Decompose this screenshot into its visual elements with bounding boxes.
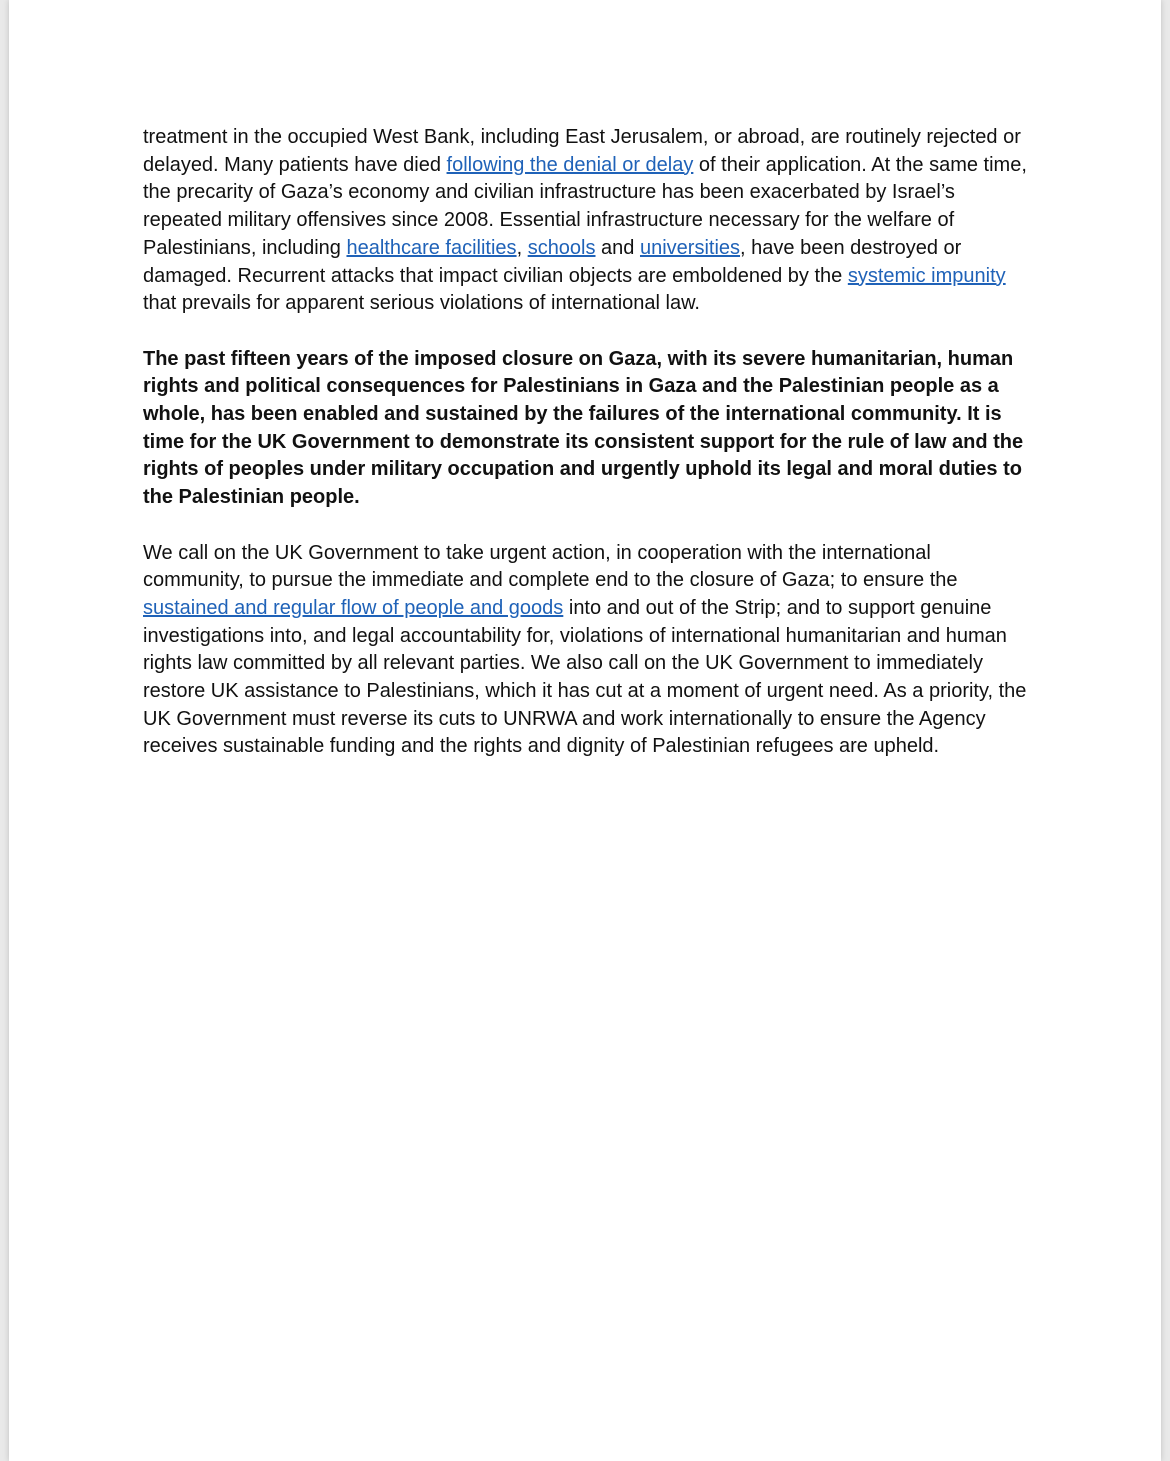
paragraph-text: into and out of the Strip; and to support genuine investigations into, and legal accountability for, violations of international humanitarian and human rights law committed by all relevant parties. We also call on the UK Government to immediately restore UK assistance to Palestinians, which it has cut at a moment of urgent need. As a priority, the UK Government must reverse its cuts to UNRWA and work internationally to ensure the Agency receives sustainable funding and the rights and dignity of Palestinian refugees are upheld.: [143, 596, 1027, 758]
paragraph-text: and: [595, 236, 640, 259]
link-systemic-impunity[interactable]: systemic impunity: [847, 264, 1006, 287]
paragraph-text: treatment in the occupied West Bank, including East Jerusalem, or abroad, are routinely rejected or delayed. Many patients have died: [143, 126, 1021, 176]
paragraph-bold-statement: The past fifteen years of the imposed closure on Gaza, with its severe humanitarian, human rights and political consequences for Palestinians in Gaza and the Palestinian people as a whole, has been enabled and sustained by the failures of the international community. It is time for the UK Government to demonstrate its consistent support for the rule of law and the rights of peoples under military occupation and urgently uphold its legal and moral duties to the Palestinian people.: [143, 347, 1024, 509]
paragraph-text: of their application. At the same time, the precarity of Gaza’s economy and civilian infrastructure has been exacerbated by Israel’s repeated military offensives since 2008. Essential infrastructure necessary for the welfare of Palestinians, including: [143, 153, 1027, 259]
document-page: [9, 0, 1161, 1461]
link-sustained-flow[interactable]: sustained and regular flow of people and goods: [143, 596, 564, 619]
paragraph-text: We call on the UK Government to take urgent action, in cooperation with the international community, to pursue the immediate and complete end to the closure of Gaza; to ensure the: [143, 541, 958, 592]
paragraph-text: ,: [516, 236, 528, 259]
link-schools[interactable]: schools: [527, 236, 596, 259]
link-universities[interactable]: universities: [639, 236, 741, 259]
link-denial-or-delay[interactable]: following the denial or delay: [446, 153, 694, 176]
link-healthcare-facilities[interactable]: healthcare facilities: [346, 236, 517, 259]
paragraph-call-to-action: [143, 540, 1033, 762]
paragraph-text: that prevails for apparent serious violations of international law.: [143, 292, 700, 315]
paragraph-text: , have been destroyed or damaged. Recurrent attacks that impact civilian objects are emboldened by the: [143, 236, 962, 287]
document-body: [143, 124, 1033, 789]
paragraph-health-and-infrastructure: [143, 124, 1033, 318]
